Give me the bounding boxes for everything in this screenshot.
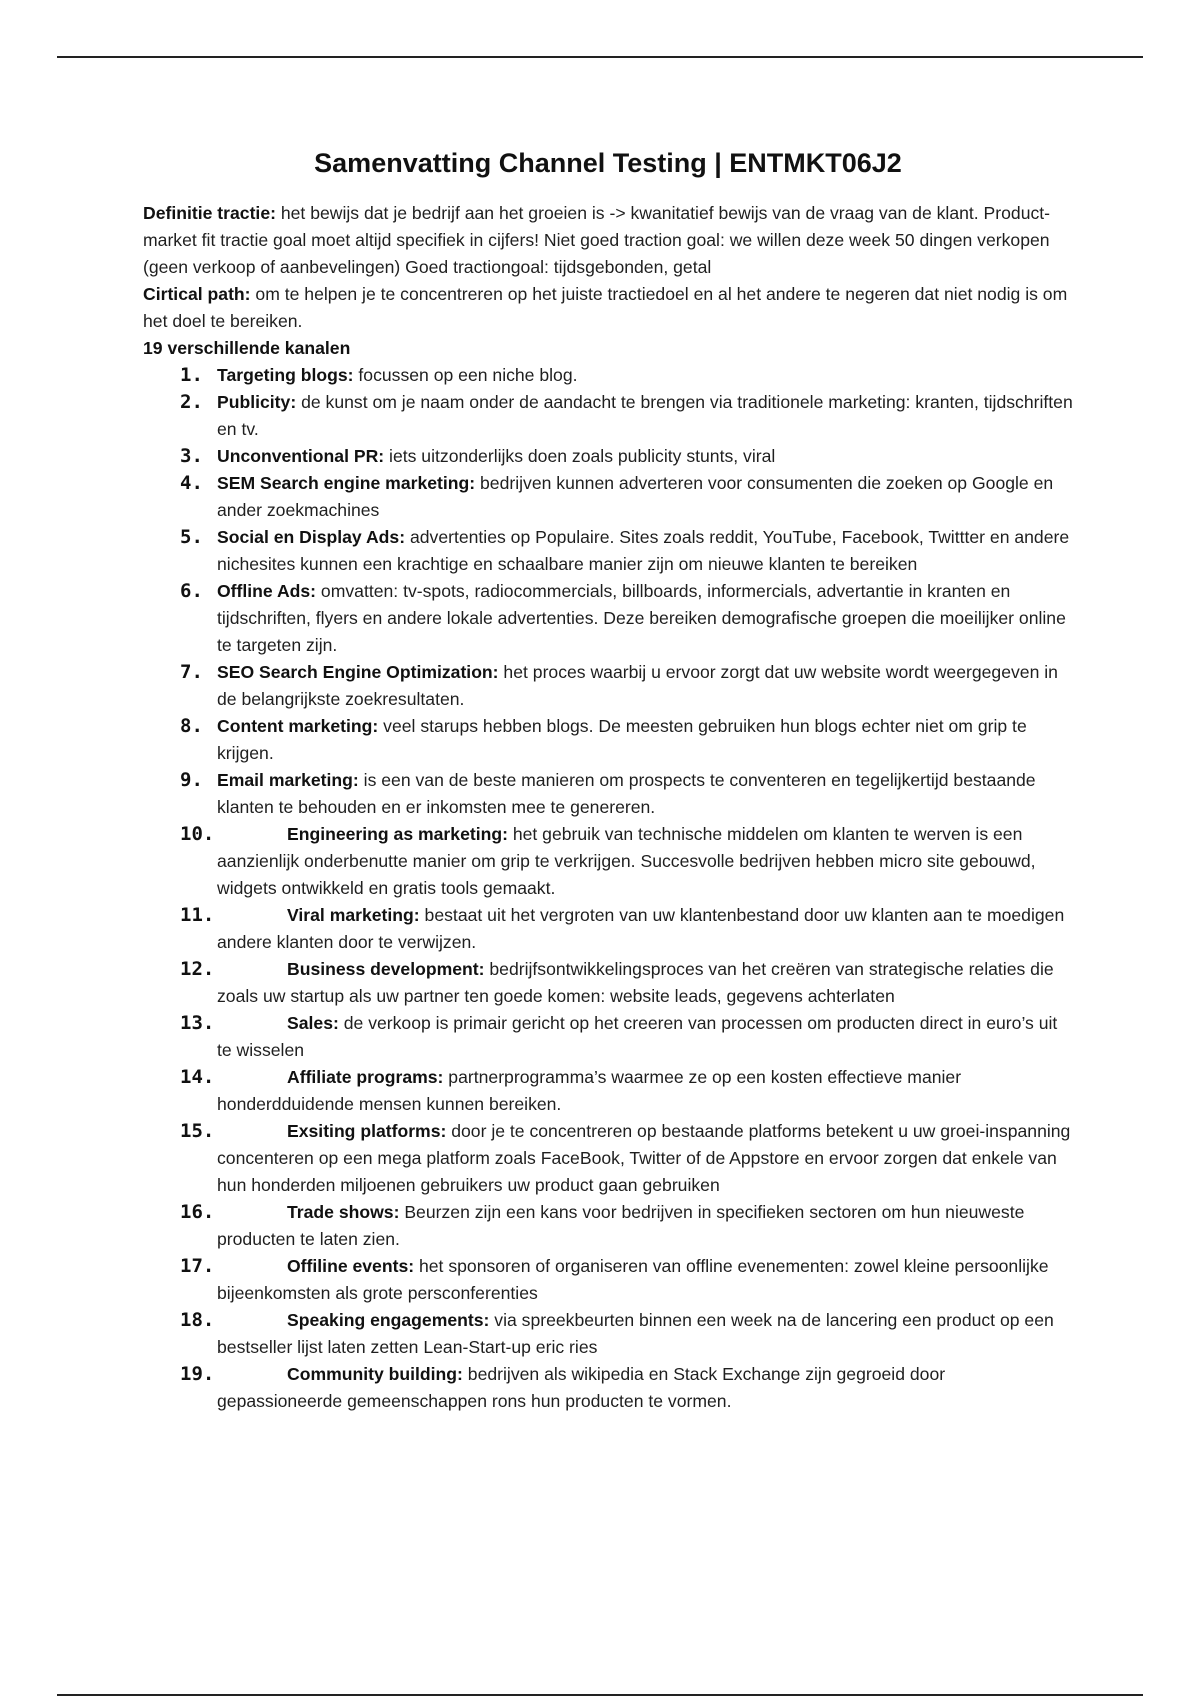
list-item-number: 4.: [180, 472, 203, 494]
bottom-rule: [57, 1694, 1143, 1696]
list-item: [143, 1361, 1073, 1415]
list-item-text: veel starups hebben blogs. De meesten gebruiken hun blogs echter niet om grip te krijgen.: [217, 716, 1027, 763]
list-item: [143, 362, 1073, 389]
list-item-label: Publicity:: [217, 392, 297, 412]
page-title: Samenvatting Channel Testing | ENTMKT06J2: [314, 148, 902, 178]
list-item-text: via spreekbeurten binnen een week na de lancering een product op een bestseller lijst laten zetten Lean-Start-up eric ries: [217, 1310, 1054, 1357]
channel-list: [143, 362, 1073, 1415]
list-item-text: omvatten: tv-spots, radiocommercials, billboards, informercials, advertantie in kranten en tijdschriften, flyers en andere lokale advertenties. Deze bereiken demografische groepen die moeilijker online te targeten zijn.: [217, 581, 1066, 655]
list-item-number: 18.: [180, 1309, 215, 1331]
list-item: [143, 659, 1073, 713]
list-item-number: 3.: [180, 445, 203, 467]
list-item-text: iets uitzonderlijks doen zoals publicity stunts, viral: [384, 446, 776, 466]
critical-path-text: om te helpen je te concentreren op het juiste tractiedoel en al het andere te negeren dat niet nodig is om het doel te bereiken.: [143, 284, 1068, 331]
list-item-text: door je te concentreren op bestaande platforms betekent u uw groei-inspanning concenteren op een mega platform zoals FaceBook, Twitter of de Appstore en ervoor zorgen dat enkele van hun honderden miljoenen gebruikers uw product gaan gebruiken: [217, 1121, 1071, 1195]
list-item: [143, 443, 1073, 470]
top-rule: [57, 56, 1143, 58]
list-item-number: 8.: [180, 715, 203, 737]
list-item-number: 16.: [180, 1201, 215, 1223]
list-item-text: bestaat uit het vergroten van uw klantenbestand door uw klanten aan te moedigen andere klanten door te verwijzen.: [217, 905, 1065, 952]
list-item: [143, 767, 1073, 821]
critical-path-label: Cirtical path:: [143, 284, 251, 304]
definitie-label: Definitie tractie:: [143, 203, 276, 223]
list-item-number: 2.: [180, 391, 203, 413]
list-item-label: Email marketing:: [217, 770, 359, 790]
list-item-number: 11.: [180, 904, 215, 926]
list-item-text: bedrijven kunnen adverteren voor consumenten die zoeken op Google en ander zoekmachines: [217, 473, 1054, 520]
list-item-label: Affiliate programs:: [287, 1067, 444, 1087]
list-item-label: Offline Ads:: [217, 581, 317, 601]
list-item-text: is een van de beste manieren om prospects te conventeren en tegelijkertijd bestaande klanten te behouden en er inkomsten mee te genereren.: [217, 770, 1036, 817]
list-item-label: Community building:: [287, 1364, 463, 1384]
list-item: [143, 821, 1073, 902]
list-item-label: Business development:: [287, 959, 485, 979]
list-item-text: focussen op een niche blog.: [353, 365, 578, 385]
list-item-label: Viral marketing:: [287, 905, 420, 925]
list-item: [143, 956, 1073, 1010]
list-item-label: SEO Search Engine Optimization:: [217, 662, 499, 682]
list-item-label: Targeting blogs:: [217, 365, 354, 385]
list-item: [143, 1064, 1073, 1118]
list-item-number: 5.: [180, 526, 203, 548]
list-item-text: het proces waarbij u ervoor zorgt dat uw website wordt weergegeven in de belangrijkste zoekresultaten.: [217, 662, 1058, 709]
list-item-text: het gebruik van technische middelen om klanten te werven is een aanzienlijk onderbenutte manier om grip te verkrijgen. Succesvolle bedrijven hebben micro site gebouwd, widgets ontwikkeld en gratis tools gemaakt.: [217, 824, 1036, 898]
list-item-text: Beurzen zijn een kans voor bedrijven in specifieken sectoren om hun nieuweste producten te laten zien.: [217, 1202, 1025, 1249]
list-item-number: 14.: [180, 1066, 215, 1088]
list-item-label: Sales:: [287, 1013, 339, 1033]
list-item-text: partnerprogramma’s waarmee ze op een kosten effectieve manier honderdduidende mensen kunnen bereiken.: [217, 1067, 962, 1114]
list-item: [143, 1010, 1073, 1064]
list-item-text: de kunst om je naam onder de aandacht te brengen via traditionele marketing: kranten, tijdschriften en tv.: [217, 392, 1073, 439]
list-item: [143, 713, 1073, 767]
list-item-number: 7.: [180, 661, 203, 683]
list-item: [143, 578, 1073, 659]
list-item: [143, 1199, 1073, 1253]
list-item: [143, 1253, 1073, 1307]
list-item-number: 17.: [180, 1255, 215, 1277]
critical-path-paragraph: [143, 281, 1073, 335]
list-item-text: bedrijven als wikipedia en Stack Exchange zijn gegroeid door gepassioneerde gemeenschappen rons hun producten te vormen.: [217, 1364, 946, 1411]
list-item-number: 19.: [180, 1363, 215, 1385]
document-body: [143, 146, 1073, 1415]
list-item-text: het sponsoren of organiseren van offline evenementen: zowel kleine persoonlijke bijeenkomsten als grote persconferenties: [217, 1256, 1049, 1303]
kanalen-heading-text: 19 verschillende kanalen: [143, 338, 351, 358]
list-item-number: 15.: [180, 1120, 215, 1142]
list-item-number: 6.: [180, 580, 203, 602]
list-item: [143, 389, 1073, 443]
kanalen-heading: [143, 335, 1073, 362]
list-item-label: Offiline events:: [287, 1256, 415, 1276]
list-item: [143, 524, 1073, 578]
list-item-label: Content marketing:: [217, 716, 379, 736]
list-item-text: bedrijfsontwikkelingsproces van het creëren van strategische relaties die zoals uw startup als uw partner ten goede komen: website leads, gegevens achterlaten: [217, 959, 1054, 1006]
list-item: [143, 1118, 1073, 1199]
list-item-number: 1.: [180, 364, 203, 386]
list-item-number: 12.: [180, 958, 215, 980]
list-item: [143, 902, 1073, 956]
definitie-text: het bewijs dat je bedrijf aan het groeien is -> kwanitatief bewijs van de vraag van de klant. Product-market fit tractie goal moet altijd specifiek in cijfers! Niet goed traction goal: we willen deze week 50 dingen verkopen (geen verkoop of aanbevelingen) Goed tractiongoal: tijdsgebonden, getal: [143, 203, 1051, 277]
list-item-text: advertenties op Populaire. Sites zoals reddit, YouTube, Facebook, Twittter en andere nichesites kunnen een krachtige en schaalbare manier zijn om nieuwe klanten te bereiken: [217, 527, 1070, 574]
list-item-text: de verkoop is primair gericht op het creeren van processen om producten direct in euro’s uit te wisselen: [217, 1013, 1058, 1060]
list-item: [143, 1307, 1073, 1361]
list-item-label: Engineering as marketing:: [287, 824, 508, 844]
list-item-number: 9.: [180, 769, 203, 791]
list-item-label: Trade shows:: [287, 1202, 400, 1222]
list-item-label: Exsiting platforms:: [287, 1121, 447, 1141]
list-item-label: Speaking engagements:: [287, 1310, 490, 1330]
list-item-number: 10.: [180, 823, 215, 845]
list-item-label: Social en Display Ads:: [217, 527, 406, 547]
list-item-label: Unconventional PR:: [217, 446, 385, 466]
list-item: [143, 470, 1073, 524]
definitie-paragraph: [143, 200, 1073, 281]
list-item-label: SEM Search engine marketing:: [217, 473, 476, 493]
list-item-number: 13.: [180, 1012, 215, 1034]
